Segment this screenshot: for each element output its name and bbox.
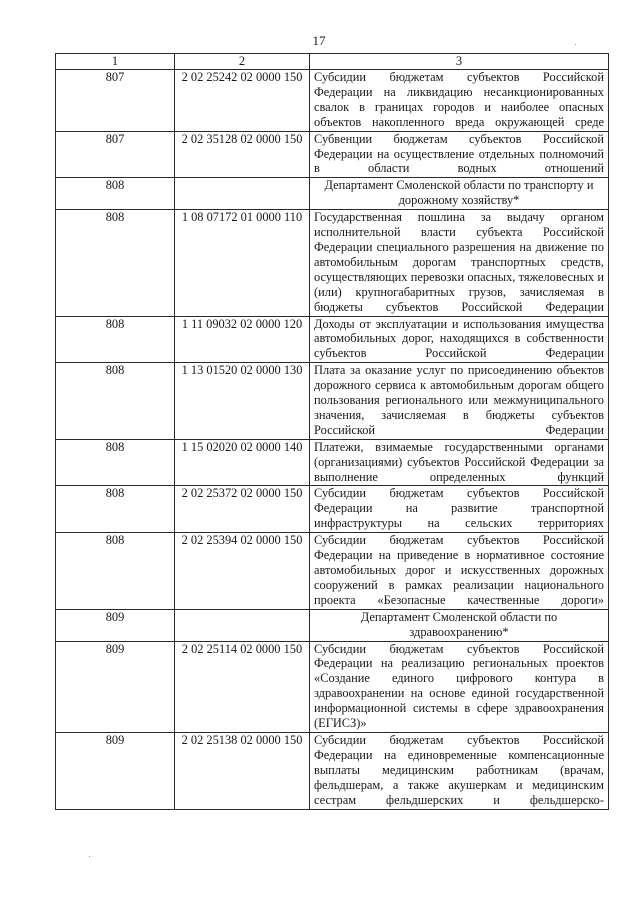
department-name-cell: Департамент Смоленской области по здравоохранению* — [310, 609, 609, 641]
revenue-classification-table — [55, 53, 609, 810]
table-row — [56, 316, 609, 363]
admin-code-cell: 808 — [56, 316, 175, 363]
kbk-code-cell: 2 02 25372 02 0000 150 — [175, 486, 310, 533]
revenue-name-cell: Субсидии бюджетам субъектов Российской Федерации на приведение в нормативное состояние автомобильных дорог и искусственных дорожных сооружений в рамках реализации национального проекта «Безопасные качественные дороги» — [310, 533, 609, 610]
revenue-name-cell: Субсидии бюджетам субъектов Российской Федерации на развитие транспортной инфраструктуры на сельских территориях — [310, 486, 609, 533]
table-row — [56, 641, 609, 732]
admin-code-cell: 808 — [56, 178, 175, 210]
revenue-name-cell: Государственная пошлина за выдачу органом исполнительной власти субъекта Российской Федерации специального разрешения на движение по автомобильным дорогам транспортных средств, осуществляющих перевозки опасных, тяжеловесных и (или) крупногабаритных грузов, зачисляемая в бюджеты субъектов Российской Федерации — [310, 210, 609, 316]
kbk-code-cell: 2 02 25114 02 0000 150 — [175, 641, 310, 732]
table-row — [56, 70, 609, 132]
department-heading-row — [56, 178, 609, 210]
kbk-code-cell: 1 13 01520 02 0000 130 — [175, 363, 310, 440]
revenue-name-cell: Субсидии бюджетам субъектов Российской Федерации на реализацию региональных проектов «Создание единого цифрового контура в здравоохранении на основе единой государственной информационной системы в сфере здравоохранения (ЕГИСЗ)» — [310, 641, 609, 732]
revenue-name-cell: Субвенции бюджетам субъектов Российской Федерации на осуществление отдельных полномочий в области водных отношений — [310, 131, 609, 178]
column-header-admin: 1 — [56, 54, 175, 70]
revenue-name-cell: Плата за оказание услуг по присоединению объектов дорожного сервиса к автомобильным дорогам общего пользования регионального или межмуниципального значения, зачисляемая в бюджеты субъектов Российской Федерации — [310, 363, 609, 440]
page-number: 17 — [312, 33, 326, 48]
kbk-code-cell — [175, 609, 310, 641]
column-header-name: 3 — [310, 54, 609, 70]
department-heading-row — [56, 609, 609, 641]
admin-code-cell: 808 — [56, 439, 175, 486]
kbk-code-cell: 1 11 09032 02 0000 120 — [175, 316, 310, 363]
admin-code-cell: 807 — [56, 70, 175, 132]
admin-code-cell: 808 — [56, 486, 175, 533]
admin-code-cell: 808 — [56, 363, 175, 440]
scan-speck — [575, 44, 576, 45]
column-header-kbk: 2 — [175, 54, 310, 70]
scan-speck — [89, 856, 90, 857]
kbk-code-cell: 2 02 25394 02 0000 150 — [175, 533, 310, 610]
table-row — [56, 131, 609, 178]
admin-code-cell: 809 — [56, 609, 175, 641]
revenue-name-cell: Субсидии бюджетам субъектов Российской Федерации на ликвидацию несанкционированных свалок в границах городов и наиболее опасных объектов накопленного вреда окружающей среде — [310, 70, 609, 132]
revenue-name-cell: Платежи, взимаемые государственными органами (организациями) субъектов Российской Федерации за выполнение определенных функций — [310, 439, 609, 486]
kbk-code-cell — [175, 178, 310, 210]
table-row — [56, 732, 609, 809]
table-row — [56, 363, 609, 440]
department-name-cell: Департамент Смоленской области по транспорту и дорожному хозяйству* — [310, 178, 609, 210]
table-row — [56, 210, 609, 316]
table-row — [56, 439, 609, 486]
table-row — [56, 533, 609, 610]
admin-code-cell: 808 — [56, 533, 175, 610]
admin-code-cell: 809 — [56, 732, 175, 809]
table-header-row — [56, 54, 609, 70]
admin-code-cell: 808 — [56, 210, 175, 316]
admin-code-cell: 807 — [56, 131, 175, 178]
revenue-name-cell: Субсидии бюджетам субъектов Российской Федерации на единовременные компенсационные выплаты медицинским работникам (врачам, фельдшерам, а также акушеркам и медицинским сестрам фельдшерских и фельдшерско- — [310, 732, 609, 809]
kbk-code-cell: 2 02 25242 02 0000 150 — [175, 70, 310, 132]
kbk-code-cell: 2 02 25138 02 0000 150 — [175, 732, 310, 809]
admin-code-cell: 809 — [56, 641, 175, 732]
revenue-name-cell: Доходы от эксплуатации и использования имущества автомобильных дорог, находящихся в собственности субъектов Российской Федерации — [310, 316, 609, 363]
table-row — [56, 486, 609, 533]
kbk-code-cell: 2 02 35128 02 0000 150 — [175, 131, 310, 178]
kbk-code-cell: 1 15 02020 02 0000 140 — [175, 439, 310, 486]
kbk-code-cell: 1 08 07172 01 0000 110 — [175, 210, 310, 316]
